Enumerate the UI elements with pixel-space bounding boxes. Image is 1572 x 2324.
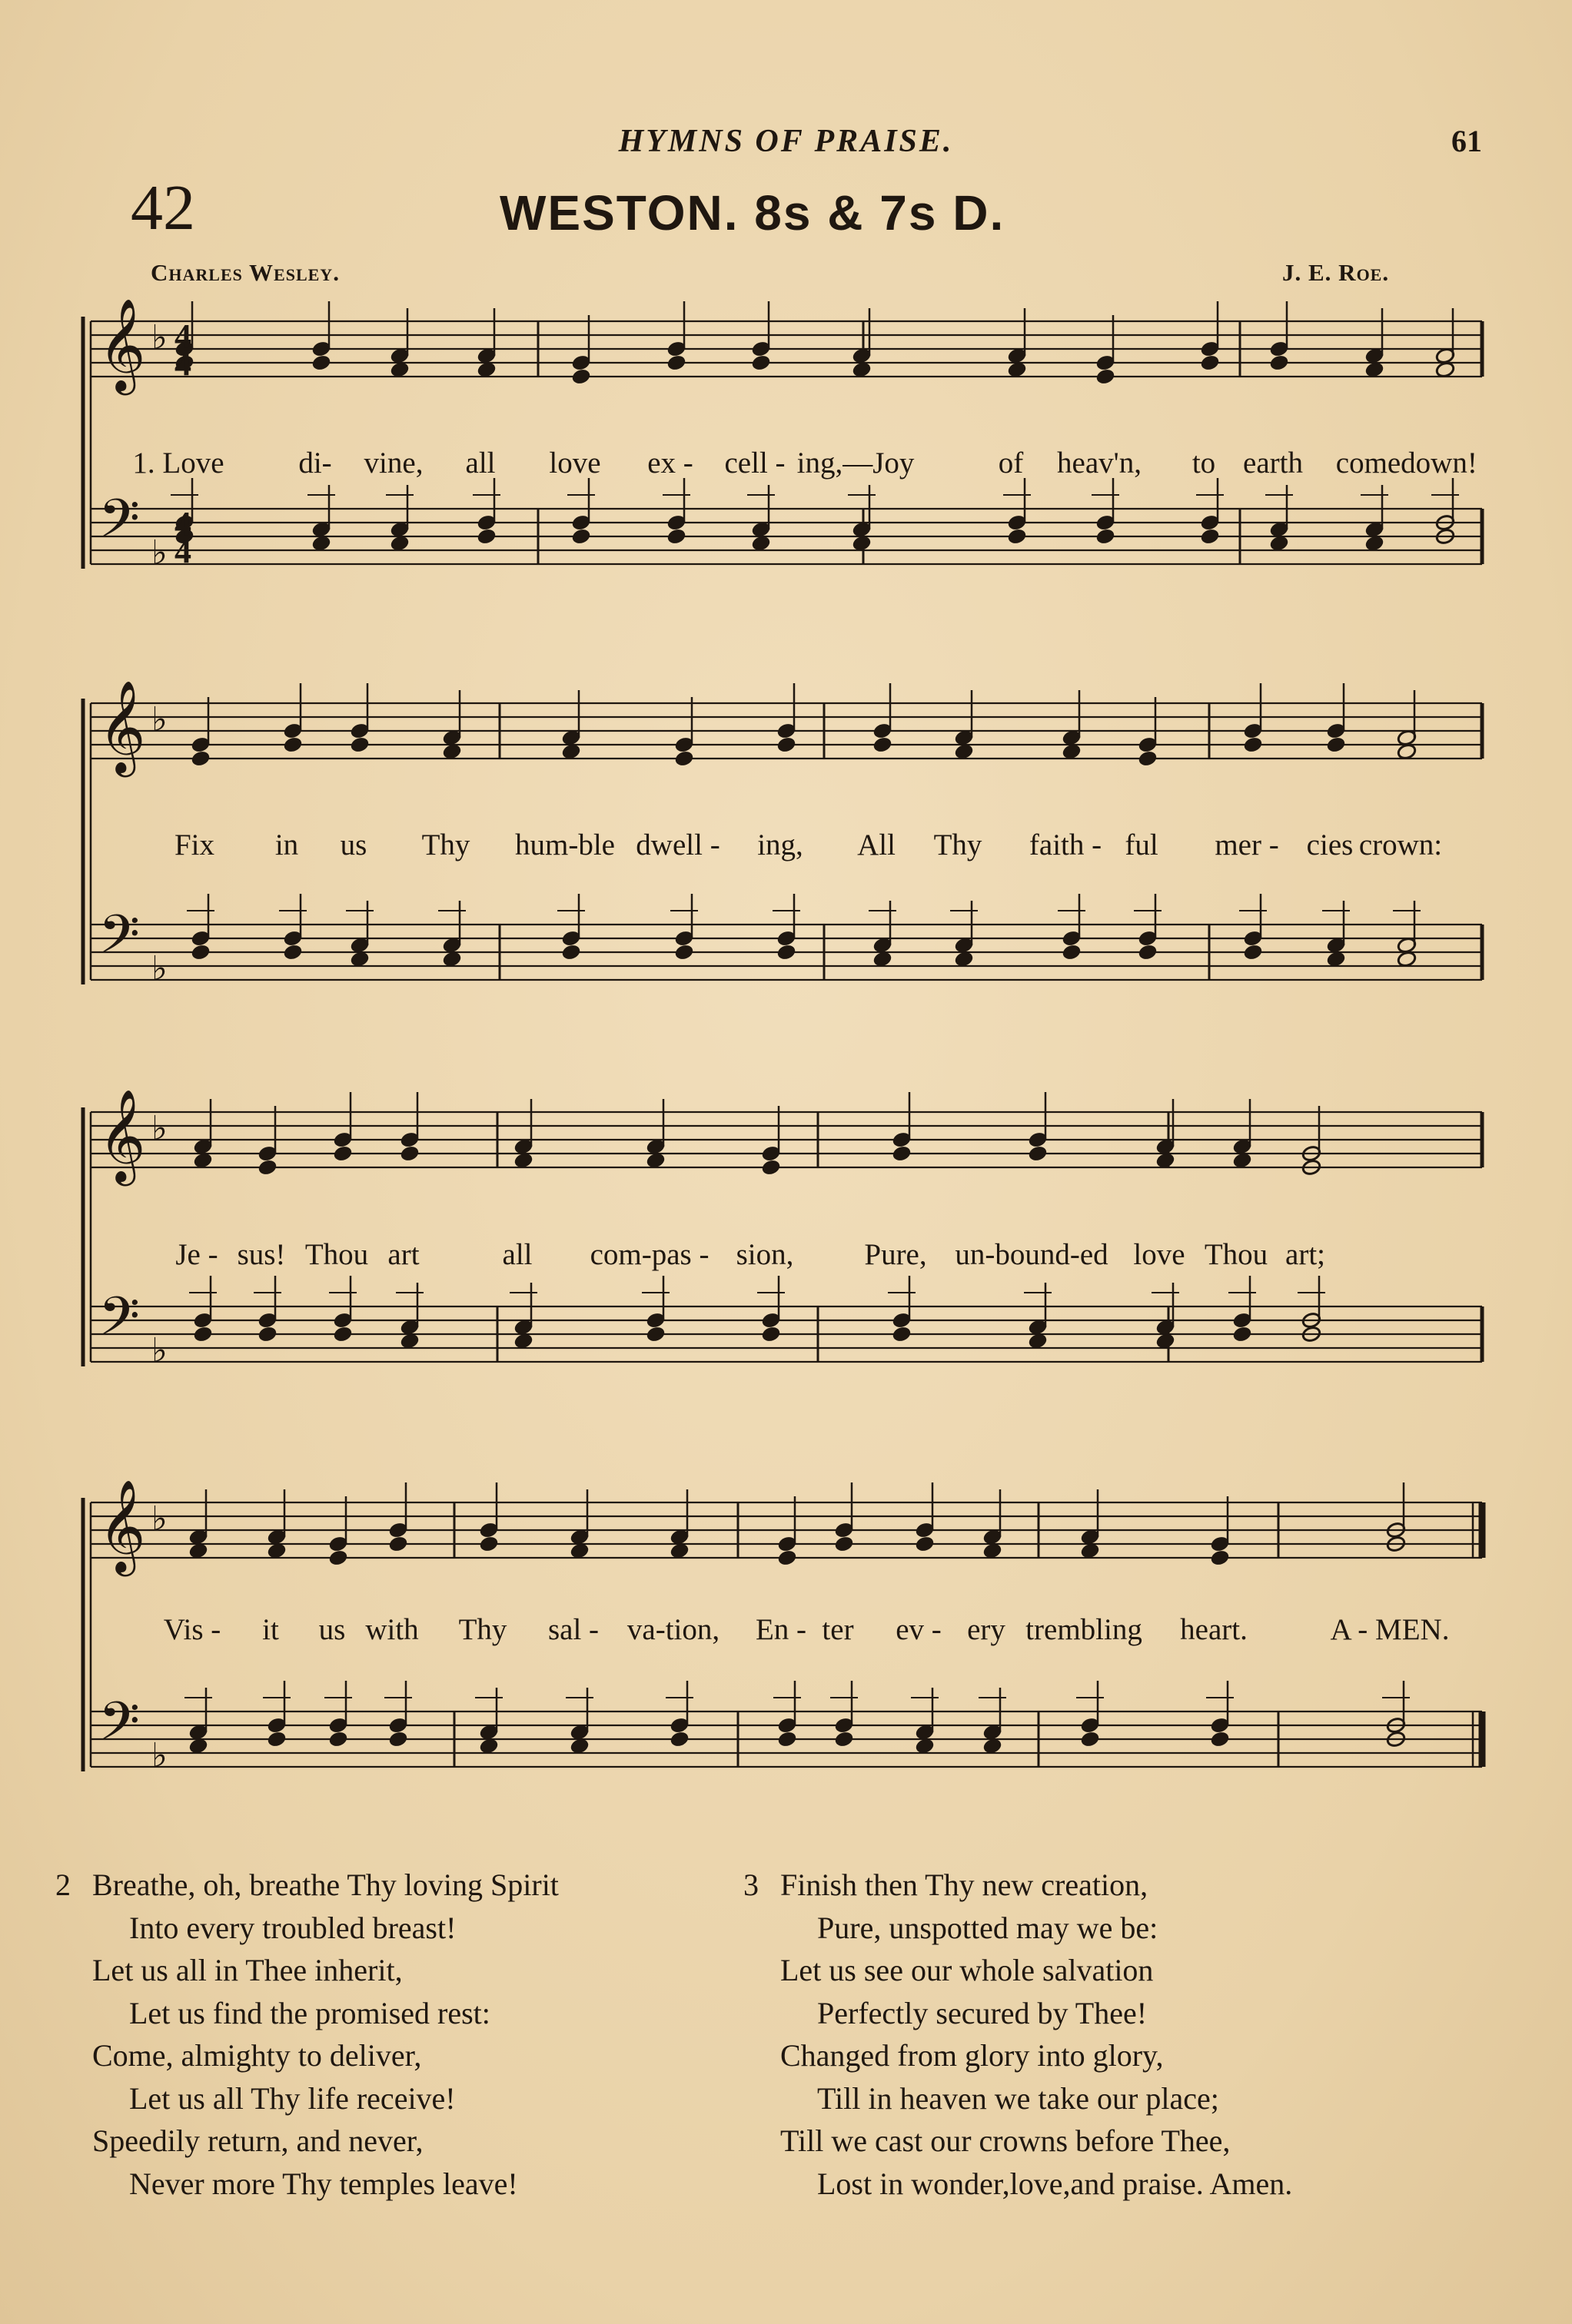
lyric-syllable: ful [1125,828,1158,862]
note-head [1200,354,1220,372]
verse-text: Speedily return, and never, [92,2123,424,2158]
note-head [311,354,331,372]
note-head [513,1333,533,1350]
bass-clef: 𝄢 [98,1285,141,1360]
note-head [1397,951,1417,968]
verse-text: Into every troubled breast! [129,1910,457,1945]
note-head [258,1326,278,1343]
lyric-syllable: Je - [175,1238,218,1271]
note-head [892,1326,912,1343]
lyric-syllable: us [340,828,367,862]
note-head [982,1738,1002,1755]
lyric-syllable: ing,—Joy [796,447,915,480]
verse-line [780,1992,1292,2035]
lyric-syllable: sal - [547,1613,600,1646]
verse-text: Never more Thy temples leave! [129,2166,518,2201]
treble-clef: 𝄞 [98,679,146,773]
note-head [570,1542,590,1560]
verse-line [92,2163,559,2206]
note-head [328,1731,348,1748]
lyric-syllable: down! [1401,447,1477,480]
note-head [670,1731,690,1748]
bass-staff [91,1306,1482,1362]
note-head [1138,750,1158,768]
lyric-syllable: Pure, [864,1238,927,1271]
lyric-syllable: Thy [933,828,982,862]
key-signature-flat: ♭ [151,1736,168,1775]
verse-line [743,1864,1292,1907]
note-head [283,944,303,961]
lyric-syllable: sion, [736,1238,794,1271]
note-head [1326,951,1346,968]
lyric-syllable: come [1335,447,1401,480]
note-head [390,361,410,379]
note-head [852,361,872,379]
note-head [350,951,370,968]
lyric-syllable: art [387,1238,420,1271]
lyric-syllable: Thou [304,1238,369,1271]
note-head [193,1326,213,1343]
time-signature-bottom: 4 [174,533,191,570]
lyric-syllable: di- [298,447,332,480]
lyric-line-2 [0,828,1572,866]
note-head [191,750,211,768]
note-head [1007,528,1027,546]
note-head [561,743,581,761]
note-head [646,1326,666,1343]
composer-credit: J. E. Roe. [1282,259,1390,286]
verse-line [780,2077,1292,2120]
verse-text: Pure, unspotted may we be: [817,1910,1158,1945]
note-head [1080,1542,1100,1560]
note-head [834,1536,854,1553]
running-title: HYMNS OF PRAISE. [618,124,954,159]
note-head [350,736,370,754]
treble-clef: 𝄞 [98,297,146,391]
note-head [479,1738,499,1755]
verse-3 [743,1864,1293,2205]
lyric-syllable: ing, [757,828,803,862]
verse-text: Breathe, oh, breathe Thy loving Spirit [92,1868,559,1902]
note-head [1435,361,1455,379]
note-head [1007,361,1027,379]
note-head [1269,535,1289,553]
lyric-syllable: crown: [1358,828,1443,862]
note-head [479,1536,499,1553]
note-head [267,1542,287,1560]
lyric-syllable: of [998,447,1024,480]
lyric-syllable: un-bound-ed [955,1238,1108,1271]
note-head [666,354,686,372]
key-signature-flat: ♭ [151,1109,168,1148]
lyric-syllable: 1. Love [132,447,224,480]
bass-staff [91,509,1482,564]
verse-text: Till we cast our crowns before Thee, [780,2123,1231,2158]
lyric-syllable: cell - [724,447,786,480]
note-head [776,944,796,961]
system-1 [83,297,1482,573]
verse-line [92,1949,559,1992]
note-head [1028,1145,1048,1163]
note-head [267,1731,287,1748]
lyric-line-1 [0,446,1572,484]
note-head [761,1326,781,1343]
lyric-syllable: ery [967,1613,1005,1646]
bass-clef: 𝄢 [98,903,141,978]
verse-text: Let us all in Thee inherit, [92,1953,403,1987]
time-signature-top: 4 [174,317,191,355]
note-head [333,1145,353,1163]
lyric-syllable: heart. [1180,1613,1248,1646]
note-head [258,1159,278,1177]
lyric-syllable: art; [1285,1238,1325,1271]
lyric-syllable: Vis - [163,1613,221,1646]
lyric-syllable: A - MEN. [1330,1613,1450,1646]
note-head [571,368,591,386]
lyric-syllable: vine, [364,447,424,480]
note-head [328,1549,348,1567]
note-head [954,951,974,968]
note-head [666,528,686,546]
lyric-syllable: hum-ble [515,828,615,862]
note-head [1080,1731,1100,1748]
note-head [872,736,892,754]
verse-number: 3 [743,1868,759,1902]
treble-clef: 𝄞 [98,1479,146,1572]
note-head [1062,743,1082,761]
note-head [1210,1549,1230,1567]
treble-clef: 𝄞 [98,1088,146,1182]
verse-line [92,2077,559,2120]
note-head [1232,1326,1252,1343]
note-head [761,1159,781,1177]
note-head [1243,736,1263,754]
lyric-syllable: va-tion, [626,1613,720,1646]
note-head [513,1152,533,1170]
note-head [188,1542,208,1560]
lyric-syllable: ev - [896,1613,942,1646]
verse-line [780,1907,1292,1950]
verse-line [92,1992,559,2035]
note-head [1364,535,1384,553]
lyric-syllable: with [365,1613,419,1646]
note-head [852,535,872,553]
verse-line [92,1907,559,1950]
note-head [388,1536,408,1553]
bass-clef: 𝄢 [98,487,141,563]
lyric-syllable: love [549,447,601,480]
note-head [777,1549,797,1567]
note-head [388,1731,408,1748]
note-head [777,1731,797,1748]
note-head [892,1145,912,1163]
lyric-syllable: it [262,1613,279,1646]
lyric-syllable: sus! [237,1238,286,1271]
lyric-syllable: Thy [421,828,470,862]
note-head [674,750,694,768]
note-head [1095,528,1115,546]
note-head [776,736,796,754]
note-head [442,743,462,761]
note-head [188,1738,208,1755]
treble-staff [91,1112,1482,1167]
verse-text: Finish then Thy new creation, [780,1868,1148,1902]
lyric-syllable: cies [1306,828,1354,862]
note-head [751,535,771,553]
note-head [477,361,497,379]
lyric-syllable: All [857,828,896,862]
verse-text: Let us all Thy life receive! [129,2080,456,2116]
verse-number: 2 [55,1868,71,1902]
lyric-syllable: ex - [647,447,693,480]
note-head [400,1145,420,1163]
verse-line [780,2034,1292,2077]
verse-line [92,2034,559,2077]
verse-text: Let us find the promised rest: [129,1995,490,2030]
note-head [1028,1333,1048,1350]
lyric-syllable: in [274,828,299,862]
verse-line [780,2163,1292,2206]
lyric-line-4 [0,1612,1572,1651]
lyric-syllable: all [465,447,496,480]
note-head [570,1738,590,1755]
key-signature-flat: ♭ [151,700,168,739]
note-head [477,528,497,546]
note-head [333,1326,353,1343]
lyric-syllable: dwell - [636,828,720,862]
note-head [982,1542,1002,1560]
note-head [193,1152,213,1170]
bass-clef: 𝄢 [98,1690,141,1765]
note-head [1095,368,1115,386]
lyric-syllable: Thou [1204,1238,1268,1271]
note-head [571,528,591,546]
note-head [1397,743,1417,761]
note-head [561,944,581,961]
note-head [1326,736,1346,754]
verse-text: Till in heaven we take our place; [817,2080,1219,2116]
verse-2 [55,1864,559,2205]
note-head [915,1536,935,1553]
verse-line [55,1864,559,1907]
lyric-syllable: earth [1243,447,1303,480]
verse-line [780,2120,1292,2163]
lyric-syllable: En - [755,1613,807,1646]
key-signature-flat: ♭ [151,533,168,573]
verse-line [780,1949,1292,1992]
time-signature-bottom: 4 [174,345,191,383]
note-head [915,1738,935,1755]
lyric-syllable: mer - [1215,828,1279,862]
verse-text: Lost in wonder,love,and praise. Amen. [817,2166,1293,2201]
note-head [1062,944,1082,961]
hymn-title: WESTON. 8s & 7s D. [500,185,1005,241]
lyric-syllable: love [1133,1238,1185,1271]
note-head [954,743,974,761]
note-head [646,1152,666,1170]
lyric-syllable: Fix [174,828,215,862]
note-head [1364,361,1384,379]
note-head [674,944,694,961]
lyric-syllable: Thy [458,1613,507,1646]
verse-text: Changed from glory into glory, [780,2038,1164,2073]
note-head [1243,944,1263,961]
hymn-number: 42 [131,172,195,244]
lyric-syllable: all [502,1238,533,1271]
note-head [311,535,331,553]
note-head [1155,1333,1175,1350]
key-signature-flat: ♭ [151,949,168,988]
lyric-syllable: trembling [1025,1613,1142,1646]
lyric-syllable: us [318,1613,346,1646]
key-signature-flat: ♭ [151,1331,168,1370]
note-head [872,951,892,968]
lyric-syllable: heav'n, [1057,447,1142,480]
note-head [751,354,771,372]
time-signature-top: 4 [174,505,191,543]
note-head [1269,354,1289,372]
lyric-syllable: to [1191,447,1216,480]
lyric-line-3 [0,1237,1572,1276]
key-signature-flat: ♭ [151,1499,168,1539]
verse-text: Come, almighty to deliver, [92,2038,422,2073]
note-head [670,1542,690,1560]
system-3 [83,1088,1482,1370]
verse-text: Perfectly secured by Thee! [817,1995,1148,2030]
note-head [400,1333,420,1350]
note-head [1210,1731,1230,1748]
lyric-syllable: com-pas - [590,1238,710,1271]
note-head [1200,528,1220,546]
page-number: 61 [1451,124,1482,158]
lyric-syllable: faith - [1029,828,1102,862]
note-head [442,951,462,968]
note-head [1138,944,1158,961]
note-head [1155,1152,1175,1170]
verse-line [92,2120,559,2163]
note-head [191,944,211,961]
verse-text: Let us see our whole salvation [780,1953,1154,1987]
author-credit: Charles Wesley. [151,259,340,286]
note-head [1232,1152,1252,1170]
lyric-syllable: ter [822,1613,854,1646]
note-head [390,535,410,553]
note-head [834,1731,854,1748]
key-signature-flat: ♭ [151,318,168,357]
note-head [283,736,303,754]
